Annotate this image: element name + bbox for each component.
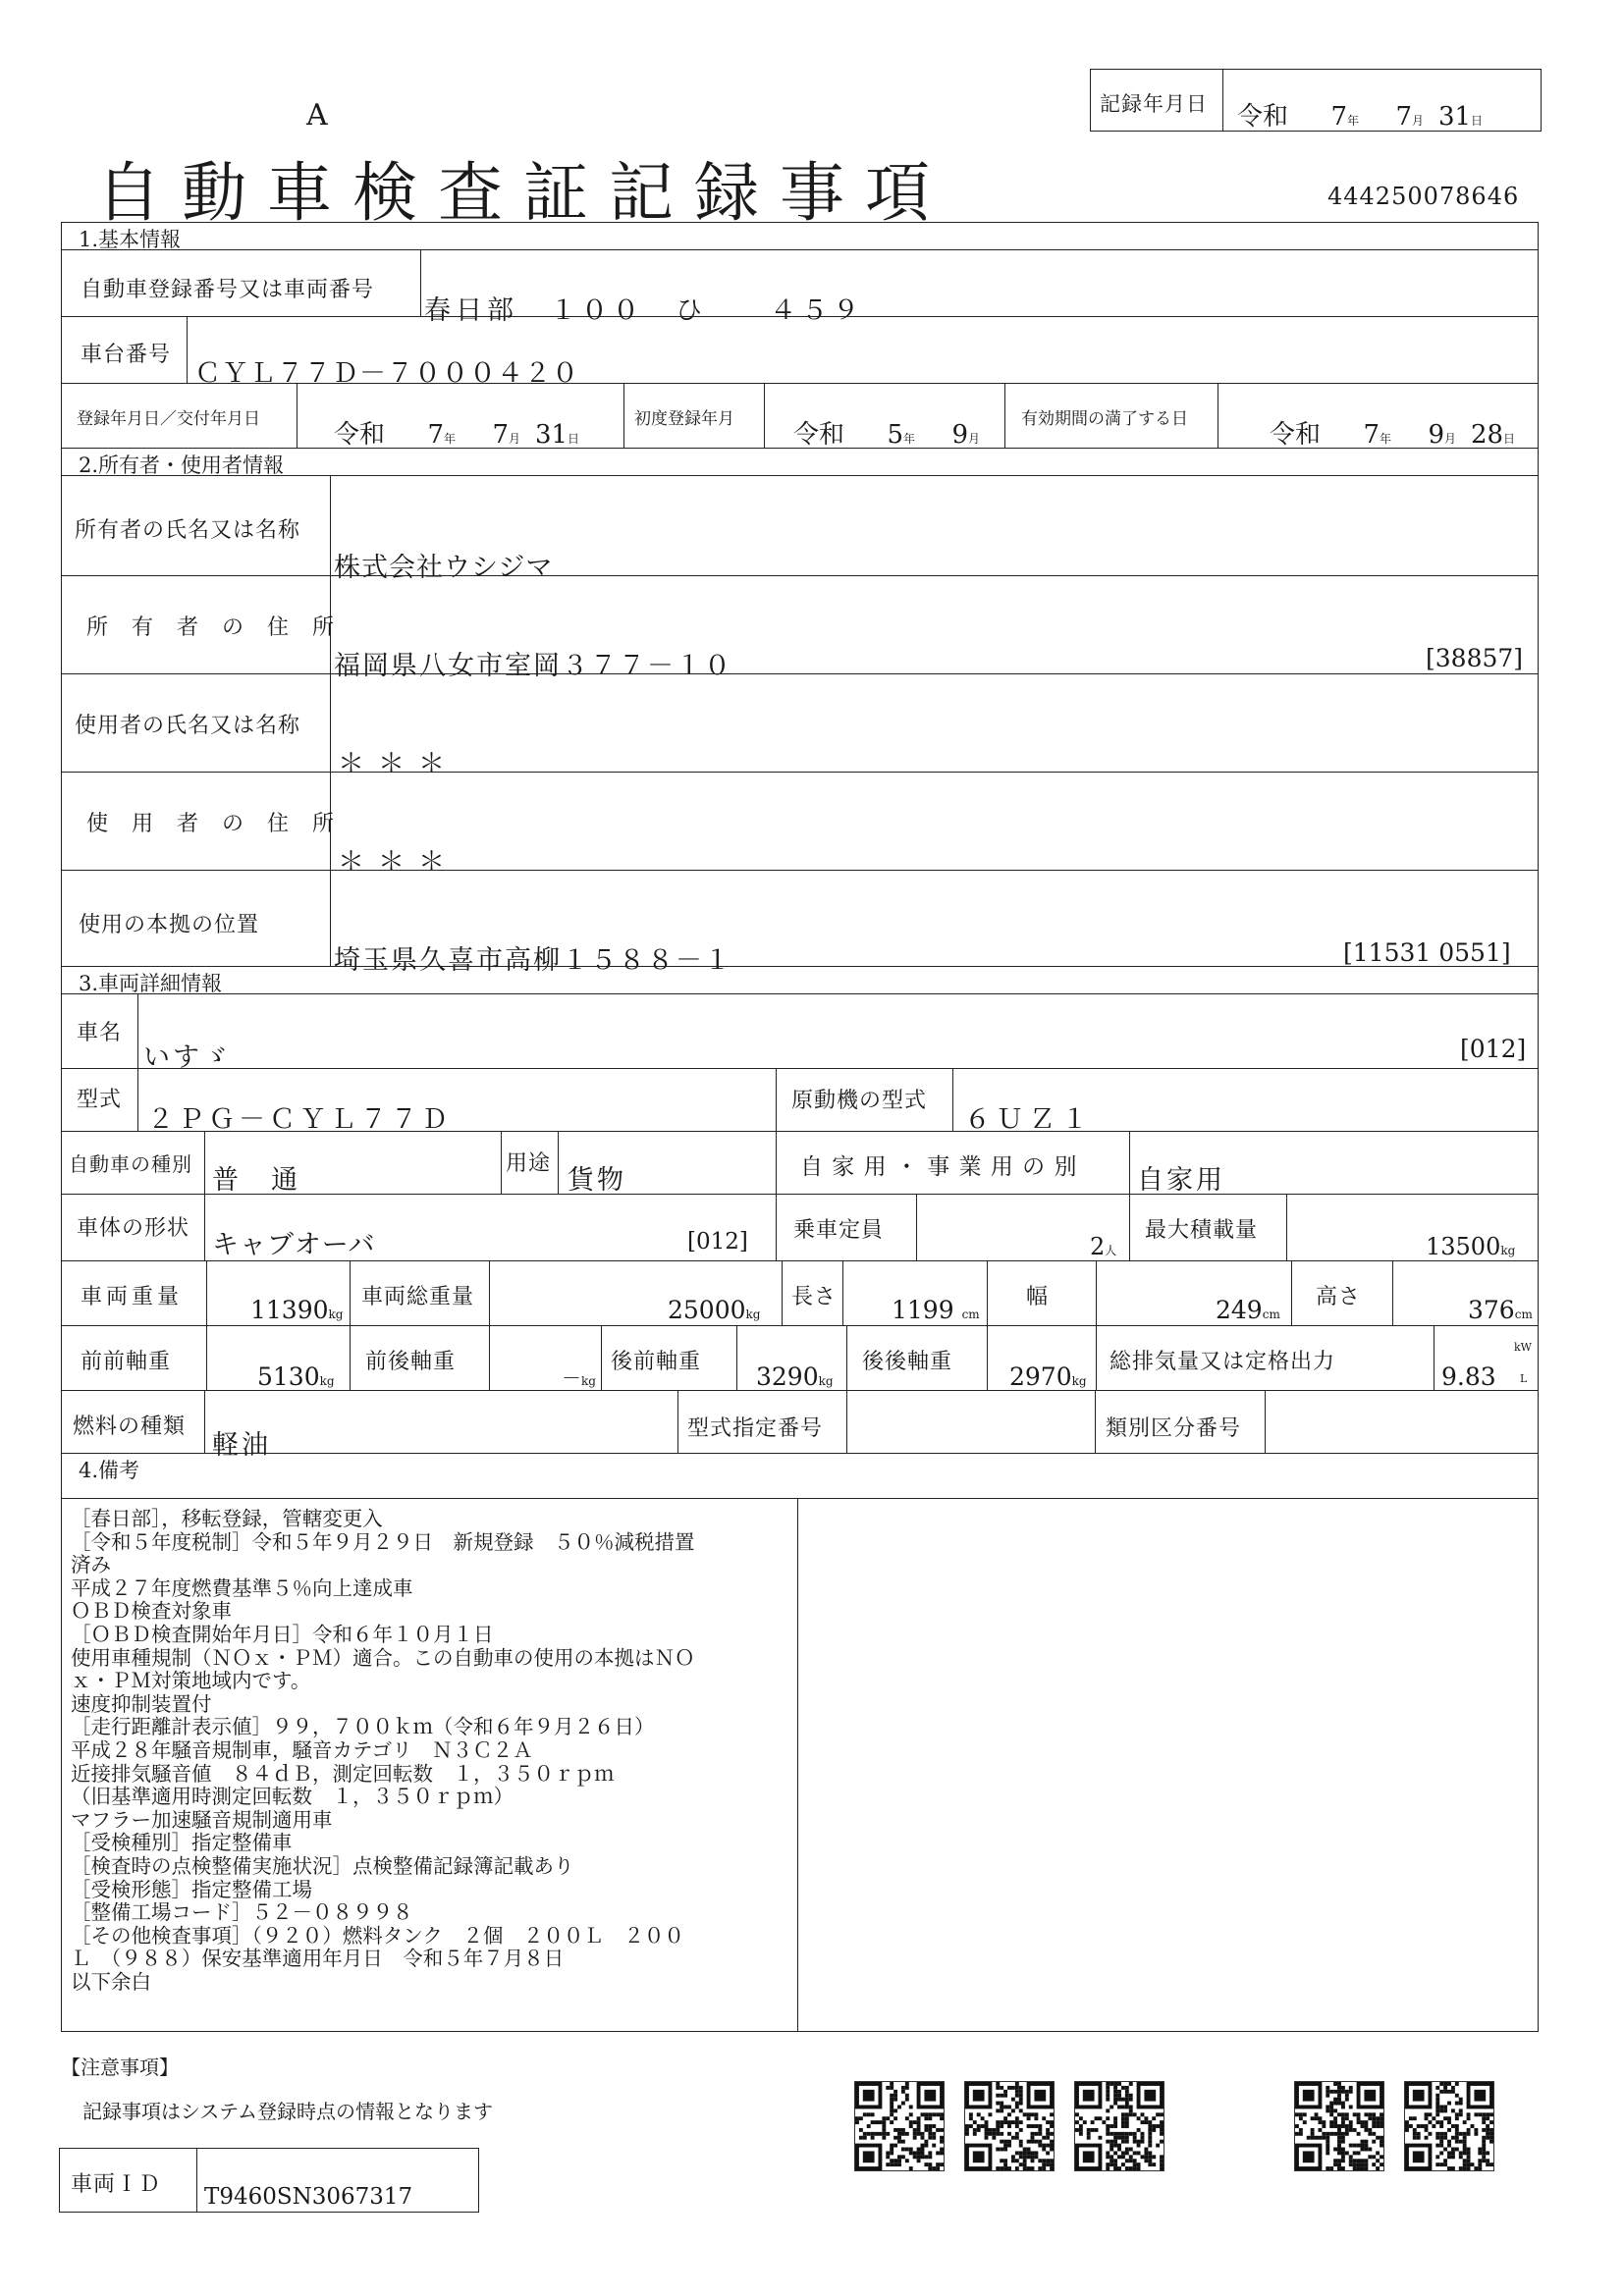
qr-code-3 [1074, 2081, 1164, 2171]
user-address: ＊＊＊ [338, 847, 459, 878]
use: 貨物 [568, 1165, 626, 1196]
remark-line: 以下余白 [71, 1969, 151, 1994]
expiry-date: 令和 7年 9月 28日 [1270, 420, 1516, 450]
front-front-axle-label: 前前軸重 [81, 1350, 172, 1374]
owner-name: 株式会社ウシジマ [334, 553, 554, 583]
record-date: 令和 7年 7月 31日 [1237, 102, 1484, 132]
kind: 普 通 [212, 1165, 300, 1196]
reg-number: 春日部 １００ ひ ４５９ [424, 295, 864, 326]
kind-label: 自動車の種別 [69, 1152, 192, 1176]
fuel: 軽油 [212, 1430, 271, 1461]
engine-label: 原動機の型式 [791, 1089, 928, 1113]
owner-address: 福岡県八女市室岡３７７－１０ [334, 651, 732, 681]
rear-front-axle: 3290kg [756, 1362, 834, 1391]
weight: 11390kg [250, 1296, 344, 1324]
displacement-label: 総排気量又は定格出力 [1110, 1350, 1336, 1374]
section-basic-info: 1.基本情報 [79, 228, 182, 251]
section-remarks: 4.備考 [79, 1459, 140, 1482]
height: 376cm [1468, 1296, 1533, 1324]
section-owner-user: 2.所有者・使用者情報 [79, 454, 285, 477]
doc-number: 444250078646 [1327, 183, 1520, 210]
remark-line: 済み [71, 1553, 111, 1577]
notes-text: 記録事項はシステム登録時点の情報となります [82, 2100, 493, 2123]
use-label: 用途 [506, 1151, 552, 1176]
record-date-label: 記録年月日 [1100, 92, 1208, 116]
width-label: 幅 [1026, 1285, 1050, 1309]
qr-code-4 [1294, 2081, 1384, 2171]
notes-title: 【注意事項】 [61, 2056, 179, 2079]
remark-line: ［走行距離計表示値］９９，７００ｋｍ（令和６年９月２６日） [71, 1715, 655, 1739]
remark-line: 近接排気騒音値 ８４ｄＢ，測定回転数 １，３５０ｒｐｍ [71, 1761, 615, 1786]
user-address-label: 使 用 者 の 住 所 [86, 812, 336, 836]
form-letter: A [306, 98, 328, 133]
height-label: 高さ [1316, 1285, 1362, 1309]
qr-code-5 [1404, 2081, 1494, 2171]
front-front-axle: 5130kg [257, 1362, 335, 1391]
remark-line: ［春日部］，移転登録，管轄変更入 [71, 1507, 383, 1530]
first-reg-label: 初度登録年月 [634, 409, 734, 429]
body-code: [012] [687, 1229, 748, 1255]
qr-code-2 [964, 2081, 1055, 2171]
length-label: 長さ [791, 1285, 838, 1309]
rear-rear-axle: 2970kg [1009, 1362, 1087, 1391]
body-shape-label: 車体の形状 [77, 1216, 190, 1241]
chassis-number: ＣＹＬ７７Ｄ－７０００４２０ [194, 358, 579, 389]
remark-line: 平成２７年度燃費基準５％向上達成車 [71, 1575, 413, 1600]
remark-line: Ｌ （９８８）保安基準適用年月日 令和５年７月８日 [71, 1947, 565, 1971]
owner-address-label: 所 有 者 の 住 所 [86, 615, 336, 640]
displacement-unit-kw: kW [1514, 1341, 1532, 1354]
width: 249cm [1216, 1296, 1280, 1324]
remark-line: （旧基準適用時測定回転数 １，３５０ｒｐｍ） [71, 1785, 514, 1809]
first-reg: 令和 5年 9月 [793, 420, 981, 450]
category-label: 類別区分番号 [1106, 1416, 1242, 1441]
rear-front-axle-label: 後前軸重 [611, 1350, 702, 1374]
fuel-label: 燃料の種類 [73, 1415, 187, 1439]
vehicle-id-label: 車両ＩＤ [71, 2172, 162, 2197]
remark-line: ［受検形態］指定整備工場 [71, 1877, 312, 1901]
maker-label: 車名 [77, 1021, 123, 1045]
remark-line: ［ＯＢＤ検査開始年月日］令和６年１０月１日 [71, 1622, 494, 1646]
max-load-label: 最大積載量 [1145, 1218, 1259, 1243]
front-rear-axle: －kg [562, 1366, 596, 1390]
maker-code: [012] [1460, 1035, 1527, 1063]
user-name: ＊＊＊ [338, 749, 459, 779]
remark-line: ［その他検査事項］（９２０）燃料タンク ２個 ２００Ｌ ２００ [71, 1923, 684, 1948]
section-vehicle-details: 3.車両詳細情報 [79, 972, 223, 995]
maker: いすゞ [143, 1042, 232, 1073]
chassis-label: 車台番号 [81, 343, 172, 367]
type-designation-label: 型式指定番号 [687, 1416, 824, 1441]
gross-weight: 25000kg [668, 1296, 761, 1324]
reg-number-label: 自動車登録番号又は車両番号 [81, 278, 375, 302]
rear-rear-axle-label: 後後軸重 [862, 1350, 953, 1374]
owner-name-label: 所有者の氏名又は名称 [75, 518, 301, 543]
remark-line: 平成２８年騒音規制車，騒音カテゴリ Ｎ３Ｃ２Ａ [71, 1737, 533, 1762]
reg-date-label: 登録年月日／交付年月日 [77, 409, 260, 429]
owner-code: [38857] [1426, 644, 1524, 672]
qr-code-1 [854, 2081, 945, 2171]
remark-line: ｘ・ＰＭ対策地域内です。 [71, 1669, 311, 1693]
capacity: 2人 [1090, 1233, 1117, 1260]
remark-line: ［受検種別］指定整備車 [71, 1831, 293, 1855]
user-name-label: 使用者の氏名又は名称 [75, 714, 301, 738]
expiry-label: 有効期間の満了する日 [1021, 409, 1188, 429]
remark-line: ［検査時の点検整備実施状況］点検整備記録簿記載あり [71, 1853, 574, 1878]
capacity-label: 乗車定員 [793, 1218, 885, 1243]
gross-weight-label: 車両総重量 [361, 1285, 475, 1309]
base-code: [11531 0551] [1343, 938, 1511, 967]
remark-line: ［整備工場コード］５２－０８９９８ [71, 1900, 413, 1925]
model: ２ＰＧ－ＣＹＬ７７Ｄ [147, 1104, 452, 1135]
base-location: 埼玉県久喜市高柳１５８８－１ [334, 945, 732, 976]
model-label: 型式 [77, 1088, 123, 1112]
remark-line: マフラー加速騒音規制適用車 [71, 1807, 333, 1832]
reg-date: 令和 7年 7月 31日 [334, 420, 580, 450]
displacement-unit-l: L [1520, 1372, 1528, 1385]
page-title: 自動車検査証記録事項 [96, 155, 950, 231]
private-business-label: 自 家 用 ・ 事 業 用 の 別 [800, 1154, 1078, 1180]
max-load: 13500kg [1426, 1233, 1516, 1260]
engine-model: ６ＵＺ１ [964, 1104, 1094, 1135]
body-shape: キャブオーバ [212, 1230, 376, 1260]
displacement: 9.83 [1441, 1362, 1496, 1391]
private-business: 自家用 [1137, 1165, 1225, 1196]
remark-line: 速度抑制装置付 [71, 1691, 212, 1716]
remarks-block [71, 1508, 797, 1994]
remark-line: 使用車種規制（ＮＯｘ・ＰＭ）適合。この自動車の使用の本拠はＮＯ [71, 1645, 695, 1670]
front-rear-axle-label: 前後軸重 [365, 1350, 457, 1374]
remark-line: ＯＢＤ検査対象車 [71, 1599, 232, 1624]
length: 1199 cm [892, 1296, 980, 1324]
vehicle-id: T9460SN3067317 [204, 2184, 413, 2210]
weight-label: 車両重量 [81, 1285, 184, 1309]
remark-line: ［令和５年度税制］令和５年９月２９日 新規登録 ５０％減税措置 [71, 1529, 695, 1554]
base-location-label: 使用の本拠の位置 [79, 913, 260, 937]
